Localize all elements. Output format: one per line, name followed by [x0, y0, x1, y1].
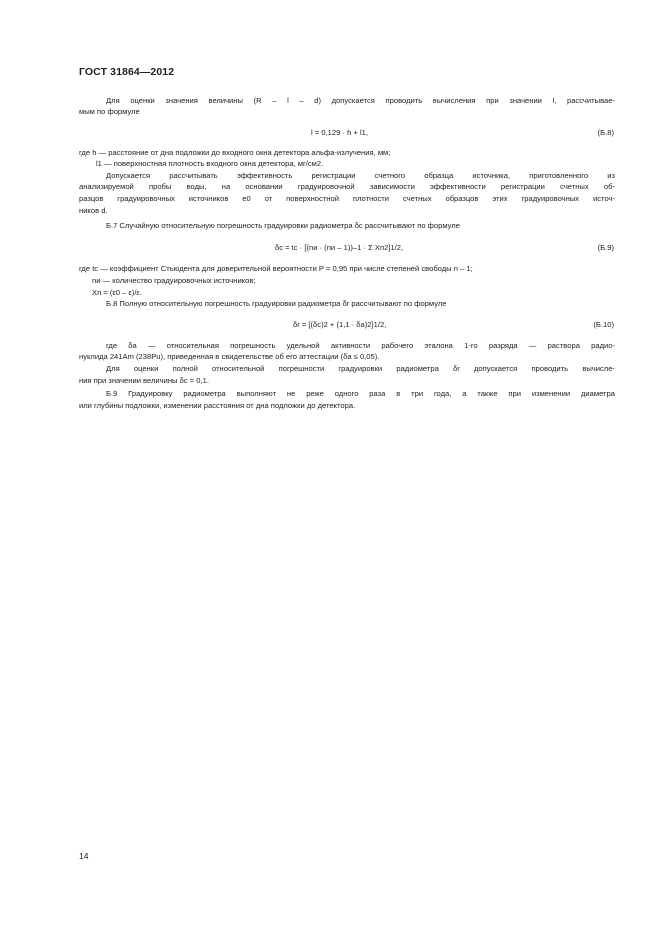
paragraph-line: Для оценки полной относительной погрешности градуировки радиометра δr допускается проводить вычисле-: [106, 364, 615, 373]
definition-line: nи — количество градуировочных источников;: [92, 276, 256, 285]
paragraph-line: ния при значении величины δc = 0,1.: [79, 376, 209, 385]
definition-line: l1 — поверхностная плотность входного окна детектора, мг/см2.: [96, 159, 324, 168]
formula-b8: l = 0,129 · h + l1,: [311, 128, 368, 137]
paragraph-line: или глубины подложки, изменении расстояния от дна подложки до детектора.: [79, 401, 356, 410]
formula-number: (Б.9): [597, 243, 614, 252]
formula-number: (Б.8): [597, 128, 614, 137]
definition-line: Xп = (ε0 – ε)/ε.: [92, 288, 142, 297]
page-number: 14: [79, 851, 89, 861]
formula-number: (Б.10): [593, 320, 614, 329]
paragraph-line: Для оценки значения величины (R – l – d) допускается проводить вычисления при значении l, рассчитывае-: [106, 96, 615, 105]
paragraph-line: Допускается рассчитывать эффективность регистрации счетного образца источника, приготовленного из: [106, 171, 615, 180]
definition-line: где tc — коэффициент Стьюдента для доверительной вероятности P = 0,95 при числе степеней свободы n – 1;: [79, 264, 473, 273]
paragraph-line: где δa — относительная погрешность удельной активности рабочего эталона 1-го разряда — раствора радио-: [106, 341, 615, 350]
paragraph-line: анализируемой пробы воды, на основании градуировочной зависимости эффективности регистрации счетных об-: [79, 182, 615, 191]
page-header-title: ГОСТ 31864—2012: [79, 66, 175, 78]
paragraph-line: мым по формуле: [79, 107, 140, 116]
section-b7: Б.7 Случайную относительную погрешность градуировки радиометра δc рассчитывают по формуле: [106, 221, 460, 230]
formula-b10: δr = [(δc)2 + (1,1 · δa)2]1/2,: [293, 320, 387, 329]
paragraph-line: ников d.: [79, 206, 108, 215]
section-b8: Б.8 Полную относительную погрешность градуировки радиометра δr рассчитывают по формуле: [106, 299, 447, 308]
paragraph-line: нуклида 241Am (238Pu), приведенная в свидетельстве об его аттестации (δa ≤ 0,05).: [79, 352, 380, 361]
definition-line: где h — расстояние от дна подложки до входного окна детектора альфа-излучения, мм;: [79, 148, 391, 157]
formula-b9: δc = tc · [(nи · (nи – 1))–1 · Σ Xп2]1/2,: [275, 243, 404, 252]
section-b9: Б.9 Градуировку радиометра выполняют не реже одного раза в три года, а также при изменении диаметра: [106, 389, 615, 398]
paragraph-line: разцов градуировочных источников е0 от поверхностной плотности счетных образцов этих градуировочных источ-: [79, 194, 615, 203]
